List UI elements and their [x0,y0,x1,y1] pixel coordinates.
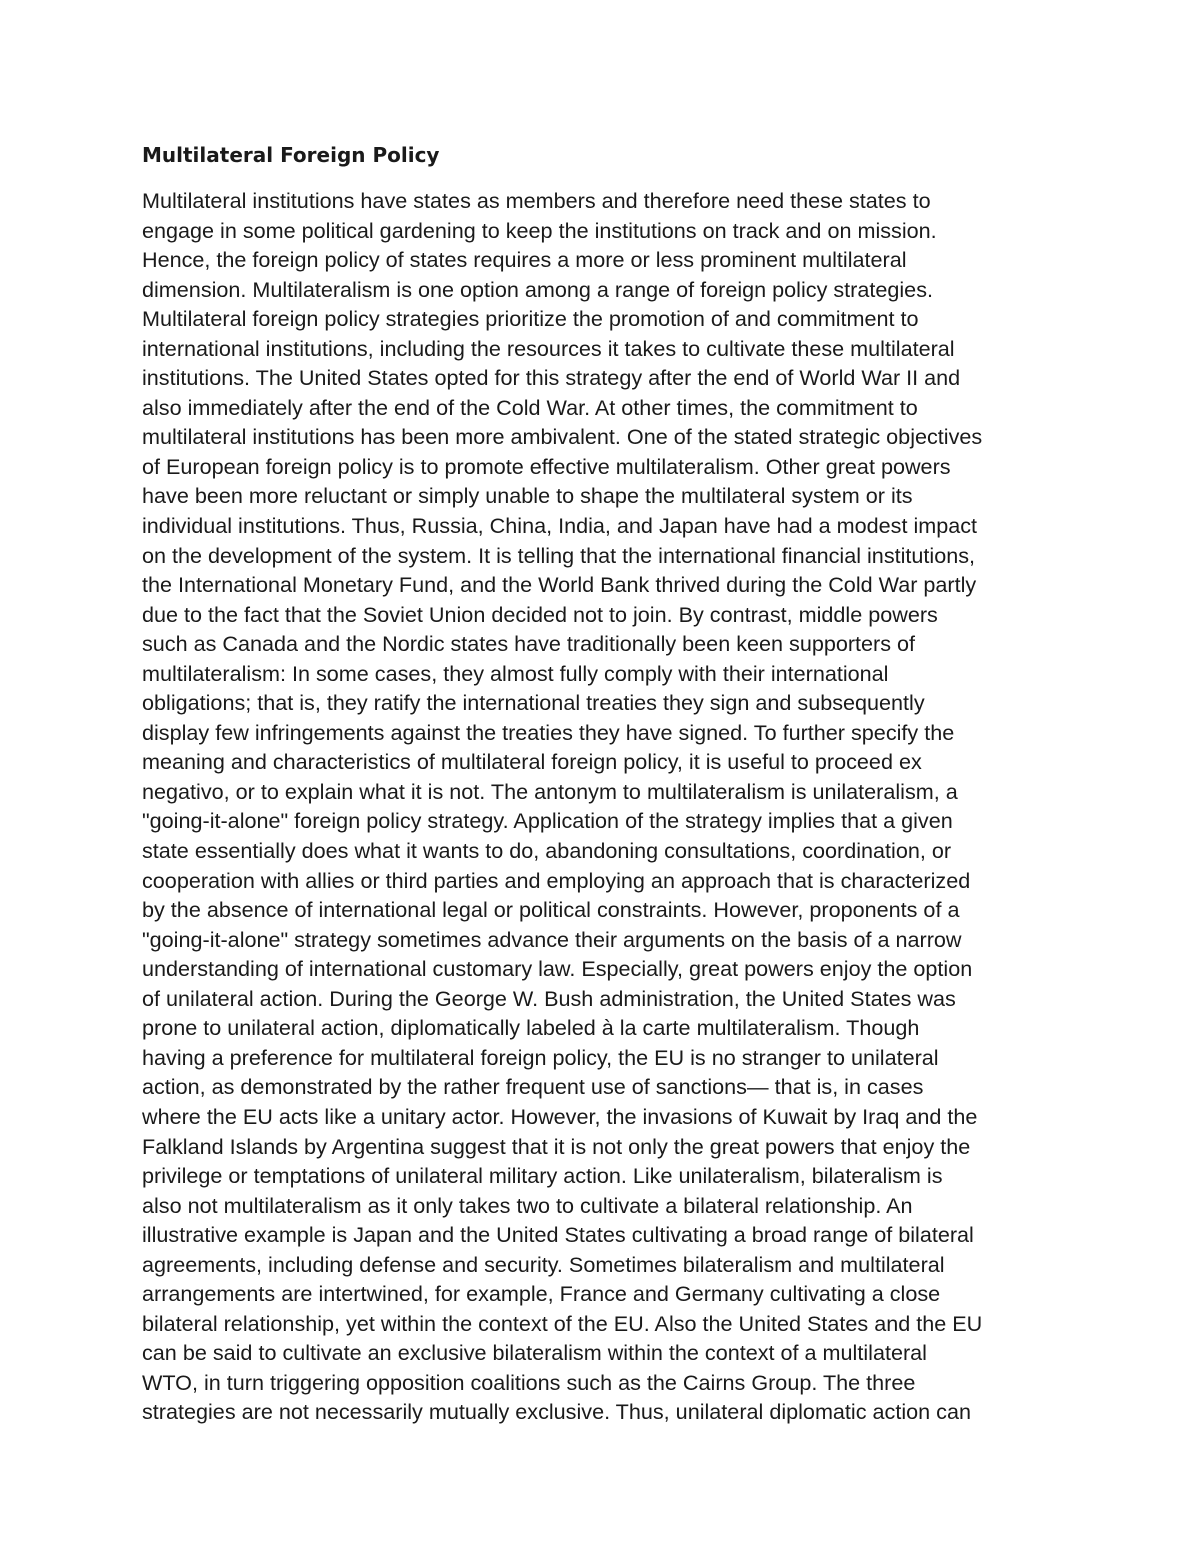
body-line: strategies are not necessarily mutually exclusive. Thus, unilateral diplomatic action can [142,1399,971,1425]
body-line: bilateral relationship, yet within the context of the EU. Also the United States and the EU [142,1310,983,1336]
body-line: understanding of international customary law. Especially, great powers enjoy the option [142,956,973,982]
body-line: display few infringements against the treaties they have signed. To further specify the [142,719,955,745]
body-line: international institutions, including the resources it takes to cultivate these multilateral [142,335,955,361]
body-line: multilateralism: In some cases, they almost fully comply with their international [142,660,889,686]
document-body [142,186,1072,1427]
body-line: multilateral institutions has been more ambivalent. One of the stated strategic objectives [142,424,983,450]
body-line: obligations; that is, they ratify the international treaties they sign and subsequently [142,690,925,716]
body-line: Multilateral institutions have states as members and therefore need these states to [142,188,931,213]
body-line: agreements, including defense and security. Sometimes bilateralism and multilateral [142,1251,945,1277]
body-line: negativo, or to explain what it is not. The antonym to multilateralism is unilateralism, a [142,778,958,804]
body-line: have been more reluctant or simply unable to shape the multilateral system or its [142,483,913,509]
body-line: also not multilateralism as it only takes two to cultivate a bilateral relationship. An [142,1192,913,1218]
body-line: institutions. The United States opted for this strategy after the end of World War II and [142,365,961,391]
body-line: state essentially does what it wants to do, abandoning consultations, coordination, or [142,838,952,864]
body-line: where the EU acts like a unitary actor. However, the invasions of Kuwait by Iraq and the [142,1103,978,1129]
body-line: meaning and characteristics of multilateral foreign policy, it is useful to proceed ex [142,749,922,775]
body-line: arrangements are intertwined, for example, France and Germany cultivating a close [142,1281,941,1307]
body-line: having a preference for multilateral foreign policy, the EU is no stranger to unilateral [142,1044,939,1070]
body-line: Hence, the foreign policy of states requires a more or less prominent multilateral [142,247,907,273]
body-line: individual institutions. Thus, Russia, China, India, and Japan have had a modest impact [142,513,978,539]
body-line: cooperation with allies or third parties and employing an approach that is characterized [142,867,971,893]
body-line: privilege or temptations of unilateral military action. Like unilateralism, bilateralism is [142,1163,943,1189]
body-line: Multilateral foreign policy strategies prioritize the promotion of and commitment to [142,306,919,332]
body-line: dimension. Multilateralism is one option among a range of foreign policy strategies. [142,276,933,302]
body-line: of unilateral action. During the George W. Bush administration, the United States was [142,985,956,1011]
document-title: Multilateral Foreign Policy [142,143,440,167]
body-line: Falkland Islands by Argentina suggest that it is not only the great powers that enjoy the [142,1133,971,1159]
body-line: on the development of the system. It is telling that the international financial institutions, [142,542,976,568]
body-line: the International Monetary Fund, and the World Bank thrived during the Cold War partly [142,572,977,598]
body-line: action, as demonstrated by the rather frequent use of sanctions— that is, in cases [142,1074,924,1100]
body-line: also immediately after the end of the Cold War. At other times, the commitment to [142,394,918,420]
body-line: such as Canada and the Nordic states have traditionally been keen supporters of [142,631,916,657]
body-line: due to the fact that the Soviet Union decided not to join. By contrast, middle powers [142,601,938,627]
body-line: by the absence of international legal or political constraints. However, proponents of a [142,897,960,923]
body-line: WTO, in turn triggering opposition coalitions such as the Cairns Group. The three [142,1369,916,1395]
body-line: can be said to cultivate an exclusive bilateralism within the context of a multilateral [142,1340,927,1366]
body-line: "going-it-alone" foreign policy strategy. Application of the strategy implies that a given [142,808,953,834]
body-line: "going-it-alone" strategy sometimes advance their arguments on the basis of a narrow [142,926,962,952]
body-line: illustrative example is Japan and the United States cultivating a broad range of bilateral [142,1222,974,1248]
body-line: engage in some political gardening to keep the institutions on track and on mission. [142,217,937,243]
body-line: of European foreign policy is to promote effective multilateralism. Other great powers [142,453,951,479]
body-line: prone to unilateral action, diplomatically labeled à la carte multilateralism. Though [142,1015,920,1041]
